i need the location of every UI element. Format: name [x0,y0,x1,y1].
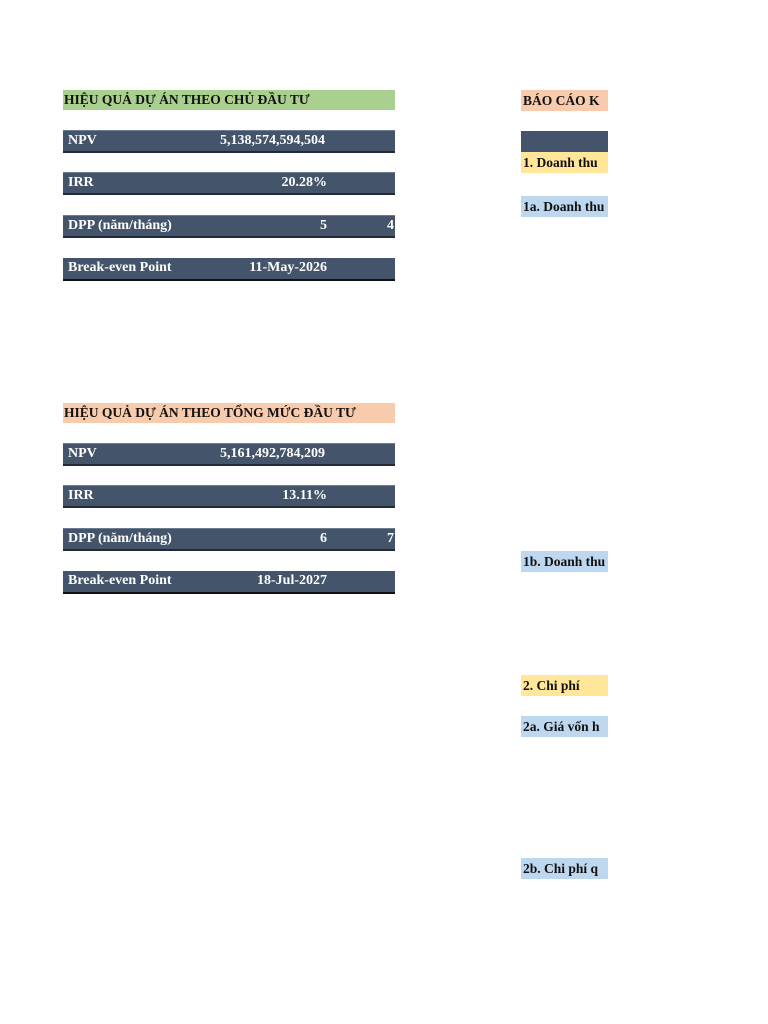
total-section-title: HIỆU QUẢ DỰ ÁN THEO TỔNG MỨC ĐẦU TƯ [63,403,395,423]
bep-value: 11-May-2026 [249,260,327,275]
report-revenue-heading[interactable]: 1. Doanh thu [521,152,608,173]
dpp-label: DPP (năm/tháng) [68,218,172,233]
report-revenue-a[interactable]: 1a. Doanh thu [521,196,608,217]
bep-value-cell [190,571,330,594]
dpp-label: DPP (năm/tháng) [68,531,172,546]
report-header-bar [521,131,608,152]
npv-value: 5,138,574,594,504 [220,133,325,148]
irr-value: 20.28% [281,175,327,190]
dpp-months: 4 [387,218,394,233]
bep-label-cell [63,571,191,594]
report-title: BÁO CÁO K [521,90,608,111]
total-npv-row[interactable] [63,443,395,466]
total-irr-row[interactable] [63,485,395,508]
dpp-months: 7 [387,531,394,546]
npv-label: NPV [68,446,97,461]
npv-label: NPV [68,133,97,148]
irr-value: 13.11% [282,488,327,503]
npv-value: 5,161,492,784,209 [220,446,325,461]
total-bep-row[interactable] [63,571,395,594]
irr-label: IRR [68,488,94,503]
dpp-years: 5 [320,218,327,233]
report-cost-b[interactable]: 2b. Chi phí q [521,858,608,879]
owner-dpp-row[interactable] [63,215,395,238]
bep-value: 18-Jul-2027 [257,573,327,588]
dpp-years: 6 [320,531,327,546]
report-cost-heading[interactable]: 2. Chi phí [521,675,608,696]
owner-bep-row[interactable] [63,258,395,281]
bep-empty-cell [329,571,395,594]
total-dpp-row[interactable] [63,528,395,551]
owner-irr-row[interactable] [63,172,395,195]
bep-label-cell [63,258,191,281]
bep-value-cell [190,258,330,281]
owner-section-title: HIỆU QUẢ DỰ ÁN THEO CHỦ ĐẦU TƯ [63,90,395,110]
bep-empty-cell [329,258,395,281]
owner-npv-row[interactable] [63,130,395,153]
report-revenue-b[interactable]: 1b. Doanh thu [521,551,608,572]
bep-label: Break-even Point [68,260,172,275]
irr-label: IRR [68,175,94,190]
bep-label: Break-even Point [68,573,172,588]
report-cost-a[interactable]: 2a. Giá vốn h [521,716,608,737]
